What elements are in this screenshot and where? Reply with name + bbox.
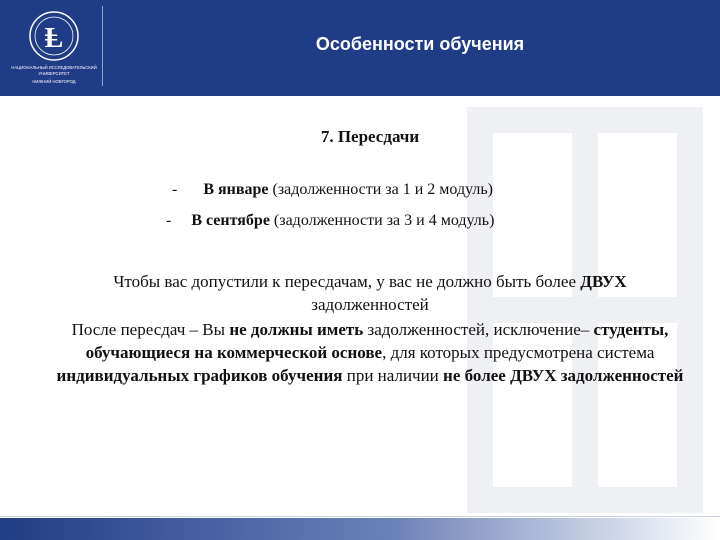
svg-text:Ⱡ: Ⱡ [44, 23, 64, 54]
para-text: После пересдач – Вы [71, 320, 230, 339]
list-dash: - [172, 181, 178, 198]
para-bold: студенты, обучающиеся на коммерческой основе [85, 320, 669, 362]
footer-gradient-bar [0, 516, 720, 540]
admission-paragraph [55, 270, 685, 316]
list-text: (задолженности за 1 и 2 модуль) [268, 181, 493, 198]
list-item [172, 181, 493, 199]
para-text: задолженностей [311, 295, 429, 314]
list-item [166, 212, 494, 230]
list-bold: В январе [203, 181, 269, 198]
slide-title: Особенности обучения [315, 34, 525, 54]
para-bold: не должны иметь [229, 320, 364, 339]
list-text: (задолженности за 3 и 4 модуль) [269, 212, 495, 229]
section-subtitle: 7. Пересдачи [320, 127, 420, 146]
logo-text-2: УНИВЕРСИТЕТ [38, 71, 70, 76]
para-text: Чтобы вас допустили к пересдачам, у вас не должно быть более [113, 272, 581, 291]
list-dash: - [166, 212, 172, 229]
list-bold: В сентябре [191, 212, 270, 229]
para-text: задолженностей, исключение– [363, 320, 594, 339]
para-text: , для которых предусмотрена система [382, 343, 655, 362]
retake-paragraph [55, 318, 685, 387]
para-bold: не более ДВУХ задолженностей [443, 366, 684, 385]
para-text: при наличии [342, 366, 444, 385]
para-bold: индивидуальных графиков обучения [56, 366, 343, 385]
logo-text-3: НИЖНИЙ НОВГОРОД [32, 79, 76, 84]
logo-text-1: НАЦИОНАЛЬНЫЙ ИССЛЕДОВАТЕЛЬСКИЙ [11, 65, 97, 70]
para-bold: ДВУХ [580, 272, 627, 291]
